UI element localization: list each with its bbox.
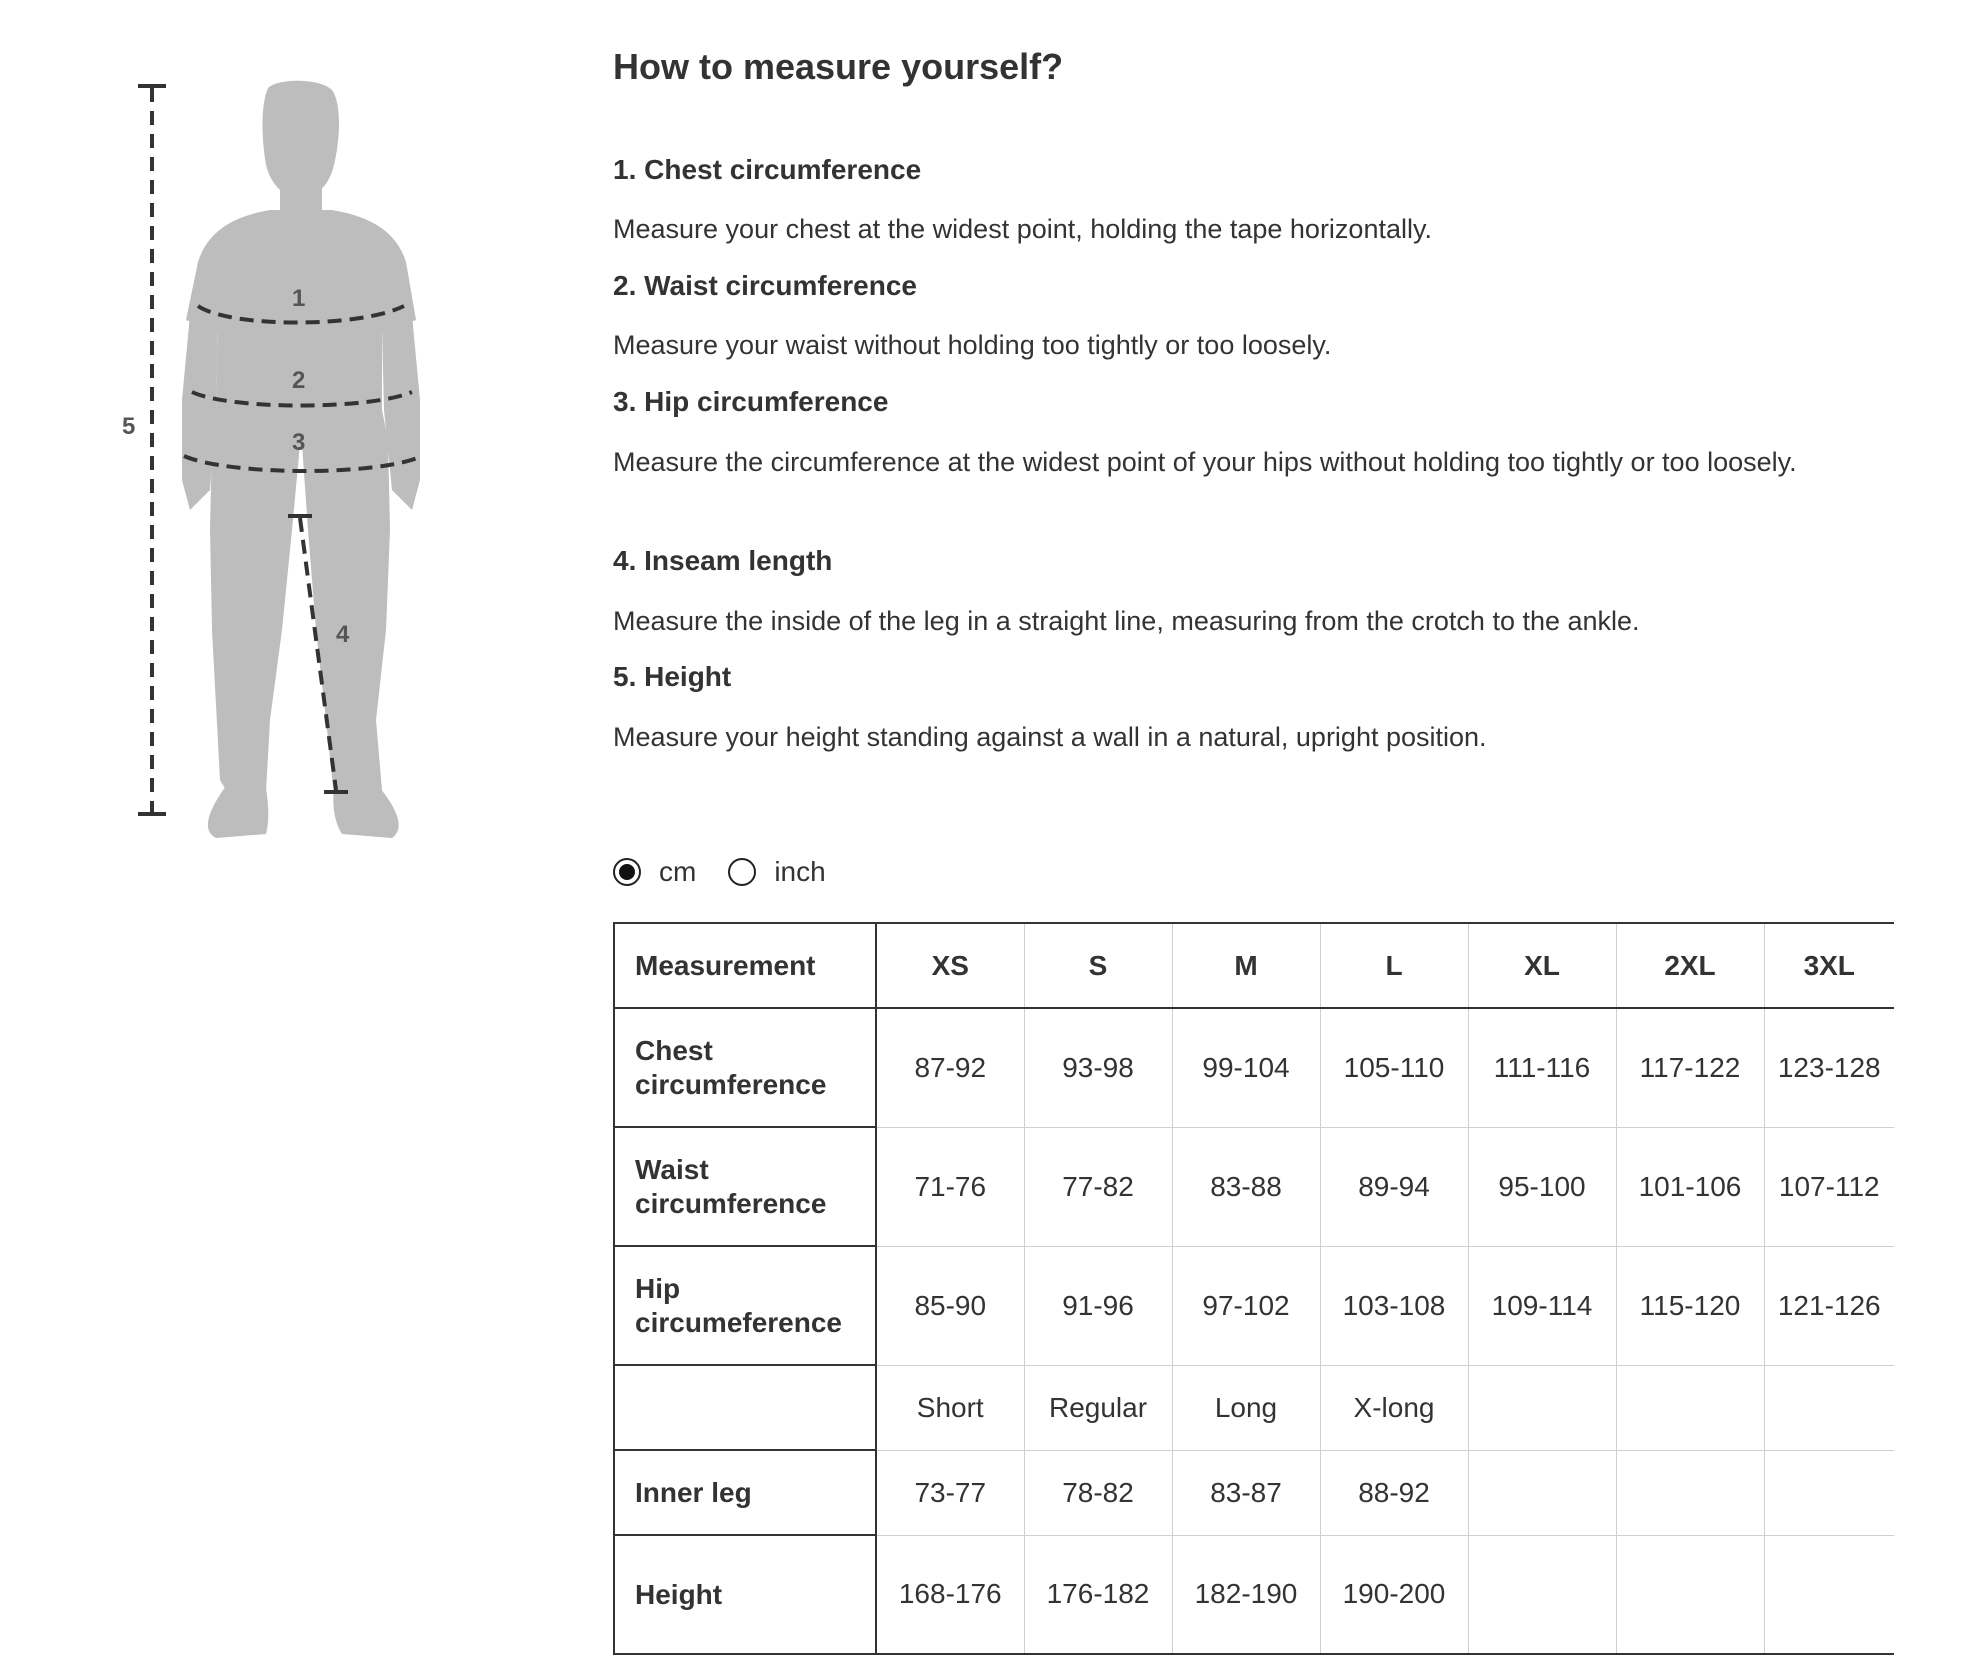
radio-inch[interactable] bbox=[728, 858, 756, 886]
unit-label-inch: inch bbox=[774, 856, 826, 887]
table-cell: 83-88 bbox=[1172, 1127, 1320, 1246]
step-title-height: 5. Height bbox=[613, 661, 732, 692]
table-cell bbox=[1616, 1365, 1764, 1450]
header-cell: XS bbox=[876, 923, 1024, 1008]
unit-option-inch[interactable] bbox=[728, 856, 825, 888]
table-cell: 182-190 bbox=[1172, 1535, 1320, 1654]
table-cell: 105-110 bbox=[1320, 1008, 1468, 1127]
unit-option-cm[interactable] bbox=[613, 856, 696, 888]
table-cell: 91-96 bbox=[1024, 1246, 1172, 1365]
header-cell: 2XL bbox=[1616, 923, 1764, 1008]
table-cell: 88-92 bbox=[1320, 1450, 1468, 1535]
table-row bbox=[614, 1246, 1894, 1365]
table-cell bbox=[1616, 1450, 1764, 1535]
table-cell: Long bbox=[1172, 1365, 1320, 1450]
radio-cm[interactable] bbox=[613, 858, 641, 886]
table-cell: 101-106 bbox=[1616, 1127, 1764, 1246]
table-cell: 117-122 bbox=[1616, 1008, 1764, 1127]
table-row bbox=[614, 1450, 1894, 1535]
unit-label-cm: cm bbox=[659, 856, 697, 887]
table-cell: 89-94 bbox=[1320, 1127, 1468, 1246]
step-title-chest: 1. Chest circumference bbox=[613, 154, 922, 185]
step-desc-chest: Measure your chest at the widest point, holding the tape horizontally. bbox=[613, 214, 1432, 244]
table-row bbox=[614, 1127, 1894, 1246]
table-cell: 176-182 bbox=[1024, 1535, 1172, 1654]
table-cell: 73-77 bbox=[876, 1450, 1024, 1535]
label-hip: 3 bbox=[292, 429, 306, 456]
table-cell bbox=[1764, 1535, 1894, 1654]
table-cell: 78-82 bbox=[1024, 1450, 1172, 1535]
row-label: Inner leg bbox=[614, 1450, 876, 1535]
table-cell: 77-82 bbox=[1024, 1127, 1172, 1246]
label-chest: 1 bbox=[292, 285, 306, 312]
table-header-row bbox=[614, 923, 1894, 1008]
step-title-hip: 3. Hip circumference bbox=[613, 386, 889, 417]
table-cell bbox=[1468, 1365, 1616, 1450]
step-desc-inseam: Measure the inside of the leg in a straight line, measuring from the crotch to the ankle. bbox=[613, 606, 1640, 636]
table-cell: 109-114 bbox=[1468, 1246, 1616, 1365]
table-cell: 85-90 bbox=[876, 1246, 1024, 1365]
table-cell: 99-104 bbox=[1172, 1008, 1320, 1127]
table-cell: 121-126 bbox=[1764, 1246, 1894, 1365]
table-cell: 190-200 bbox=[1320, 1535, 1468, 1654]
table-cell: 97-102 bbox=[1172, 1246, 1320, 1365]
size-table bbox=[613, 922, 1894, 1655]
table-row bbox=[614, 1365, 1894, 1450]
table-cell: 95-100 bbox=[1468, 1127, 1616, 1246]
step-desc-hip: Measure the circumference at the widest point of your hips without holding too tightly or too loosely. bbox=[613, 447, 1797, 477]
table-cell: 111-116 bbox=[1468, 1008, 1616, 1127]
row-label: Hip circumeference bbox=[614, 1246, 876, 1365]
step-title-waist: 2. Waist circumference bbox=[613, 270, 917, 301]
table-cell: Regular bbox=[1024, 1365, 1172, 1450]
header-cell: L bbox=[1320, 923, 1468, 1008]
table-cell bbox=[1468, 1535, 1616, 1654]
header-cell: S bbox=[1024, 923, 1172, 1008]
label-waist: 2 bbox=[292, 367, 306, 394]
table-cell bbox=[1764, 1365, 1894, 1450]
table-cell bbox=[1616, 1535, 1764, 1654]
table-cell: 115-120 bbox=[1616, 1246, 1764, 1365]
header-cell: M bbox=[1172, 923, 1320, 1008]
table-cell: 71-76 bbox=[876, 1127, 1024, 1246]
table-cell bbox=[1764, 1450, 1894, 1535]
table-cell: 87-92 bbox=[876, 1008, 1024, 1127]
table-cell: 93-98 bbox=[1024, 1008, 1172, 1127]
row-label: Chest circumference bbox=[614, 1008, 876, 1127]
table-row bbox=[614, 1008, 1894, 1127]
table-cell: 83-87 bbox=[1172, 1450, 1320, 1535]
table-cell bbox=[1468, 1450, 1616, 1535]
table-cell: Short bbox=[876, 1365, 1024, 1450]
label-inseam: 4 bbox=[336, 621, 350, 648]
table-cell: 103-108 bbox=[1320, 1246, 1468, 1365]
table-row bbox=[614, 1535, 1894, 1654]
header-cell: Measurement bbox=[614, 923, 876, 1008]
label-height: 5 bbox=[122, 413, 136, 440]
page-title: How to measure yourself? bbox=[613, 46, 1064, 87]
row-label: Height bbox=[614, 1535, 876, 1654]
table-cell: 168-176 bbox=[876, 1535, 1024, 1654]
step-title-inseam: 4. Inseam length bbox=[613, 545, 833, 576]
silhouette bbox=[182, 81, 420, 838]
body-measurement-illustration bbox=[120, 70, 450, 870]
step-desc-height: Measure your height standing against a wall in a natural, upright position. bbox=[613, 722, 1487, 752]
header-cell: XL bbox=[1468, 923, 1616, 1008]
table-cell: X-long bbox=[1320, 1365, 1468, 1450]
row-label bbox=[614, 1365, 876, 1450]
header-cell: 3XL bbox=[1764, 923, 1894, 1008]
row-label: Waist circumference bbox=[614, 1127, 876, 1246]
table-cell: 123-128 bbox=[1764, 1008, 1894, 1127]
table-cell: 107-112 bbox=[1764, 1127, 1894, 1246]
step-desc-waist: Measure your waist without holding too tightly or too loosely. bbox=[613, 330, 1332, 360]
unit-selector bbox=[613, 852, 848, 892]
